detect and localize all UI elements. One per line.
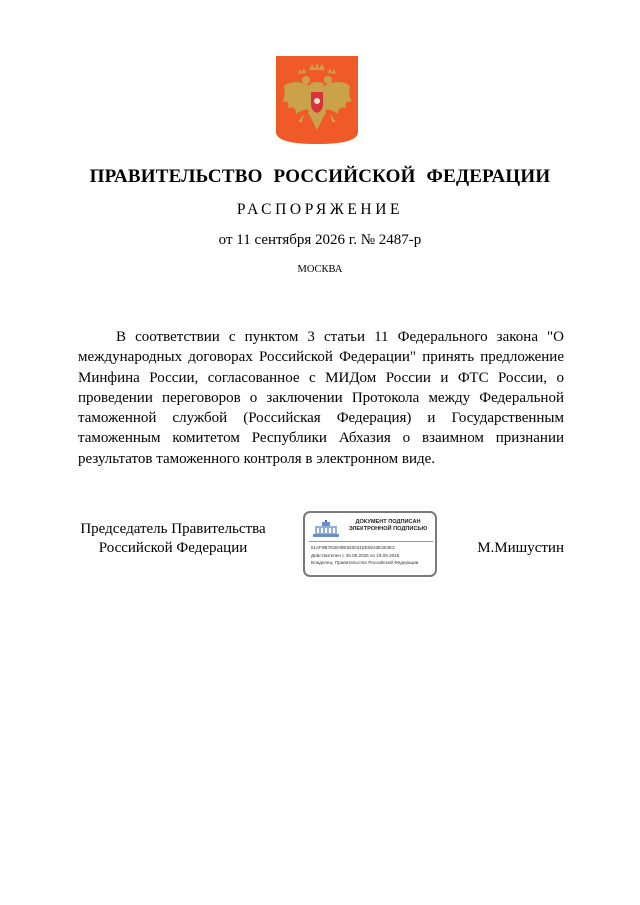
- organization-title: ПРАВИТЕЛЬСТВО РОССИЙСКОЙ ФЕДЕРАЦИИ: [89, 166, 551, 187]
- stamp-validity: Действителен с 26.06.2025 по 19.09.2026: [311, 553, 400, 558]
- coat-of-arms-icon: [276, 56, 358, 144]
- stamp-serial: 51AF8B781E09E920041EE5043E303E3: [311, 545, 395, 550]
- signer-role: [78, 520, 268, 558]
- signer-role-line1: Председатель Правительства: [80, 521, 266, 537]
- document-type: РАСПОРЯЖЕНИЕ: [236, 201, 404, 218]
- document-date-number: от 11 сентября 2026 г. № 2487-р: [218, 232, 422, 248]
- electronic-signature-stamp: [303, 511, 437, 577]
- document-city: МОСКВА: [297, 264, 343, 275]
- stamp-owner: Владелец: Правительство Российской Федерации: [311, 560, 419, 565]
- stamp-heading: [341, 519, 435, 533]
- signer-name: М.Мишустин: [477, 540, 564, 556]
- order-paragraph: В соответствии с пунктом 3 статьи 11 Федерального закона "О международных договорах Российской Федерации" принять предложение Минфина России, согласованное с МИДом России и ФТС России, о проведении переговоров о заключении Протокола между Федеральной таможенной службой (Российская Федерация) и Государственным таможенным комитетом Республики Абхазия о взаимном признании результатов таможенного контроля в электронном виде.: [78, 329, 564, 467]
- signer-role-line2: Российской Федерации: [98, 540, 248, 556]
- stamp-divider: [309, 541, 433, 542]
- stamp-heading-line1: ДОКУМЕНТ ПОДПИСАН: [355, 519, 421, 525]
- government-building-icon: [311, 520, 341, 538]
- stamp-heading-line2: ЭЛЕКТРОННОЙ ПОДПИСЬЮ: [348, 526, 428, 532]
